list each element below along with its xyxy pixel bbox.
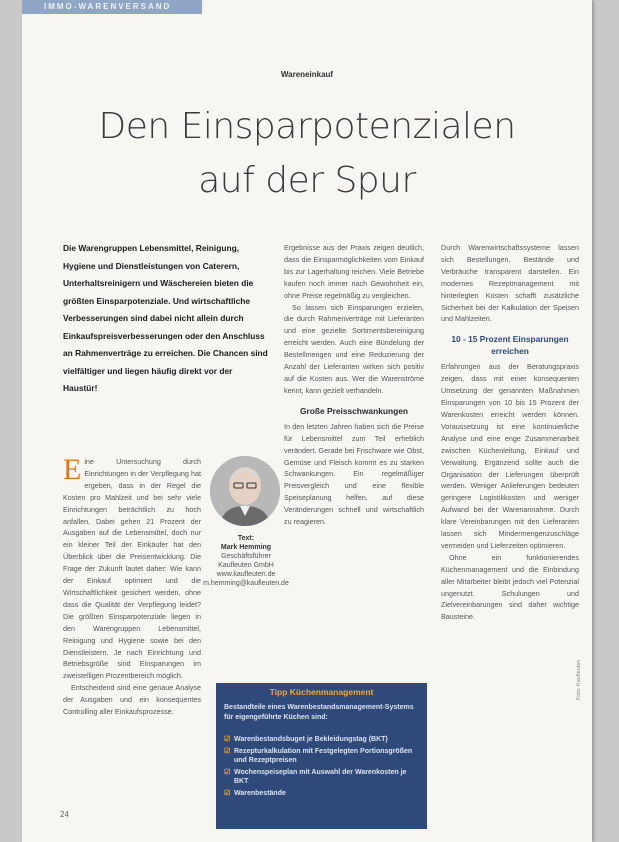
author-email: m.hemming@kaufleuten.de <box>203 580 289 587</box>
body-paragraph: Ergebnisse aus der Praxis zeigen deutlich, dass die Einsparmöglichkeiten vom Einkauf bis zur Lagerhaltung reichen. Viele Betriebe kaufen noch immer nach Gewohnheit ein, ohne Preise regelmäßig zu vergleichen. <box>284 243 424 300</box>
tip-title: Tipp Küchenmanagement <box>269 687 374 697</box>
body-paragraph: In den letzten Jahren haben sich die Preise für Lebensmittel zum Teil erheblich verändert. Gerade bei Frischware wie Obst, Gemüse und Fleisch kommt es zu starken Schwankungen. Ein regelmäßiger Preisvergleich und eine flexible Speiseplanung helfen, auf diese Veränderungen schnell und wirtschaftlich zu reagieren. <box>284 421 424 527</box>
checkbox-icon: ☑ <box>224 768 231 776</box>
section-header-bar <box>22 0 202 14</box>
tip-intro: Bestandteile eines Warenbestandsmanagement-Systems für eigengeführte Küchen sind: <box>224 704 414 721</box>
body-paragraph: Durch Warenwirtschaftssysteme lassen sich Bestellungen, Bestände und Verbräuche transparent darstellen. Ein modernes Rezeptmanagement mit hinterlegten Kosten schafft zusätzliche Sicherheit bei der Kalkulation der Speisen und Mahlzeiten. <box>441 243 579 324</box>
page-number: 24 <box>60 810 69 819</box>
side-credit: Foto: Kaufleuten <box>576 659 582 700</box>
tip-item: ☑ Warenbestandsbuget je Bekleidungstag (BKT) <box>224 736 388 743</box>
body-paragraph: Entscheidend sind eine genaue Analyse der Ausgaben und ein konsequentes Controlling aller Einkaufsprozesse. <box>63 683 201 717</box>
author-caption <box>200 534 292 588</box>
author-website: www.kaufleuten.de <box>216 571 276 578</box>
tip-item: ☑ Warenbestände <box>224 789 286 797</box>
title-line-2: auf der Spur <box>198 160 416 201</box>
article-lead: Die Warengruppen Lebensmittel, Reinigung, Hygiene und Dienstleistungen von Caterern, Unterhaltsreinigern und Wäschereien bieten die größten Einsparpotenziale. Und wirtschaftliche Verbesserungen sind dabei nicht allein durch Einkaufspreisverbesserungen oder den Anschluss an Rahmenverträge zu erreichen. Die Chancen sind vielfältiger und liegen häufig direkt vor der Haustür! <box>63 243 268 393</box>
article-kicker: Wareneinkauf <box>280 70 334 79</box>
text-column-2 <box>284 242 424 528</box>
body-paragraph: So lassen sich Einsparungen erzielen, die durch Rahmenverträge mit Lieferanten und eine gezielte Sortimentsbereinigung erreicht werden. Auch eine Bündelung der Bestellmengen und eine Reduzierung der Anzahl der Lieferanten wirken sich positiv auf die Kosten aus. Wer die Warenströme kennt, kann gezielt verhandeln. <box>284 302 424 395</box>
drop-cap: E <box>63 453 82 486</box>
text-column-3 <box>441 242 579 623</box>
text-column-1 <box>63 453 201 718</box>
author-name: Mark Hemming <box>220 544 272 551</box>
author-role: Geschäftsführer <box>221 553 271 560</box>
author-portrait-icon <box>210 456 280 526</box>
tip-list <box>224 735 420 800</box>
section-label: IMMO-WARENVERSAND <box>44 2 172 11</box>
tip-item: ☑ Wochenspeiseplan mit Auswahl der Warenkosten je BKT <box>224 768 407 785</box>
author-company: Kaufleuten GmbH <box>218 562 274 569</box>
tip-box <box>216 683 427 829</box>
subheading: 10 - 15 Prozent Einsparungen erreichen <box>451 334 569 357</box>
body-paragraph: Erfahrungen aus der Beratungspraxis zeigen, dass mit einer konsequenten Umsetzung der genannten Maßnahmen Einsparungen von 10 bis 15 Prozent der Warenkosten erreicht werden können. Voraussetzung ist eine kontinuierliche Analyse und eine enge Zusammenarbeit zwischen Küchenleitung, Einkauf und Verwaltung. Ergänzend sollte auch die Organisation der Lieferungen überprüft werden. Weniger Anlieferungen bedeuten geringere Logistikkosten und weniger Aufwand bei der Warenannahme. Durch klare Vereinbarungen mit den Lieferanten lassen sich Mindermengenzuschläge vermeiden und Lieferzeiten optimieren. <box>441 362 579 550</box>
checkbox-icon: ☑ <box>224 789 231 797</box>
checkbox-icon: ☑ <box>224 747 231 755</box>
subheading: Große Preisschwankungen <box>300 405 408 416</box>
body-paragraph: ine Untersuchung durch Einrichtungen in der Verpflegung hat ergeben, dass in der Regel die Kosten pro Mahlzeit und bei sehr viele Einrichtungen beträchtlich zu hoch anfallen. Dabei gehen 21 Prozent der Ausgaben auf die Lebensmittel, doch nur ein kleiner Teil der Einkäufer hat den Überblick über die Preisentwicklung. Die Frage der Zukunft lautet daher: Wie kann der Einkauf optimiert und die Wirtschaftlichkeit gesichert werden, ohne dass die Qualität der Verpflegung leidet? Die größten Einsparpotenziale liegen in den Warengruppen Lebensmittel, Reinigung und Hygiene sowie bei den Dienstleistern. Je nach Einrichtung und Betriebsgröße sind Einsparungen im zweistelligen Prozentbereich möglich. <box>63 457 201 681</box>
article-title <box>22 100 592 208</box>
tip-item: ☑ Rezepturkalkulation mit Festgelegten Portionsgrößen und Rezeptpreisen <box>224 747 413 764</box>
checkbox-icon: ☑ <box>224 736 231 743</box>
author-label: Text: <box>237 535 255 542</box>
author-photo <box>210 456 280 526</box>
body-paragraph: Ohne ein funktionierendes Küchenmanagement und die Einbindung aller Mitarbeiter bleibt jedoch viel Potenzial ungenutzt. Schulungen und Zielvereinbarungen sind daher wichtige Bausteine. <box>441 552 579 622</box>
magazine-page <box>22 0 592 842</box>
title-line-1: Den Einsparpotenzialen <box>98 106 516 147</box>
